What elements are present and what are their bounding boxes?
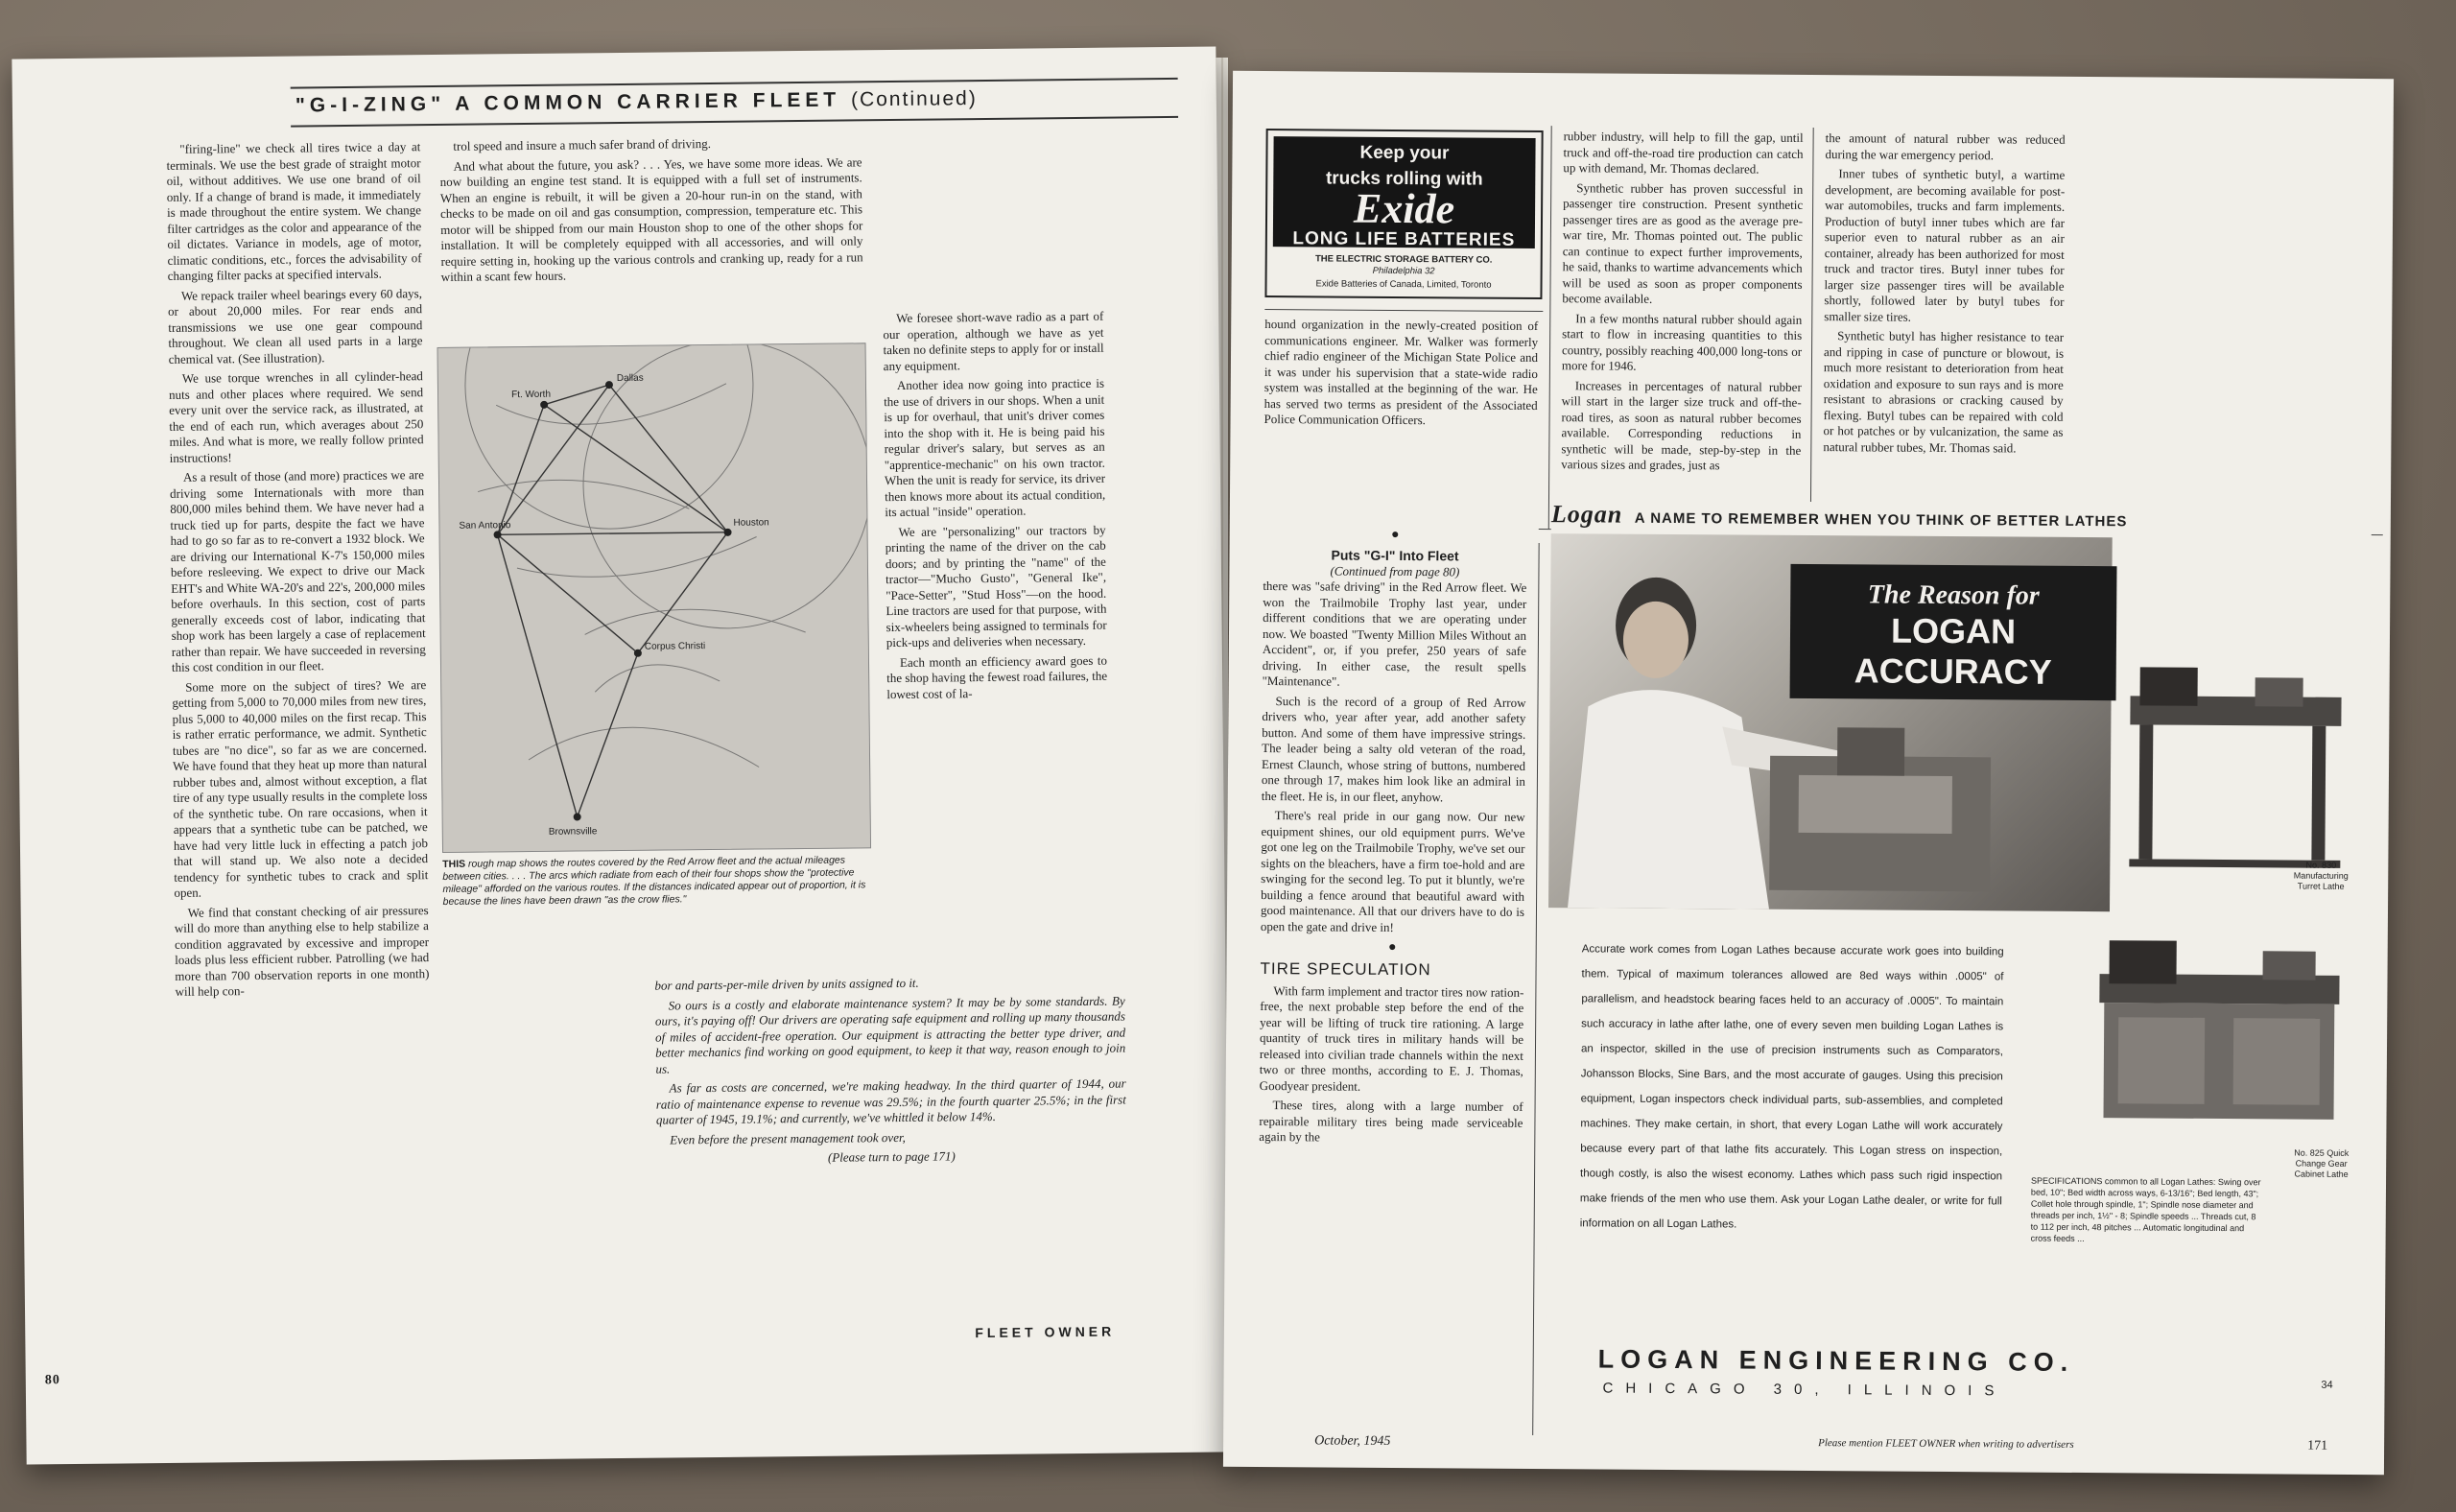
ad-code: 34 — [2321, 1379, 2333, 1391]
lathe-caption-830: No. 830 Manufacturing Turret Lathe — [2293, 860, 2349, 891]
paragraph: We are "personalizing" our tractors by printing the name of the driver on the cab doors; and by printing the "name" of the tractor—"Mucho Gusto", "General Ike", "Pace-Setter", "Stud Hoss"—on the hood. Line tractors are used for that purpose, with six-wheelers being assigned to terminals for pick-ups and deliveries when necessary. — [885, 522, 1107, 650]
paragraph: These tires, along with a large number of repairable military tires being made serviceable again by the — [1259, 1098, 1523, 1145]
map-caption-lead: THIS — [442, 858, 466, 870]
news-column-a-top — [1263, 317, 1538, 433]
logan-tagline: A NAME TO REMEMBER WHEN YOU THINK OF BETTER LATHES — [1634, 509, 2128, 531]
right-magazine-page — [1223, 71, 2394, 1475]
column-divider — [1810, 128, 1814, 531]
news-column-c — [1823, 130, 2065, 461]
logan-tagline-bar — [1551, 500, 2372, 534]
paragraph: So ours is a costly and elaborate maintenance system? It may be by some standards. By ours, it's paying off! Our drivers are operating safe equipment and rolling up many thousands of miles of accident-free operation. Our equipment is attracting the better type driver, and better mechanics find working on good equipment, to keep it that way, reason enough to join us. — [654, 993, 1126, 1076]
logan-lathes-advertisement — [1545, 500, 2372, 1431]
paragraph: Even before the present management took over, — [670, 1129, 906, 1146]
paragraph: With farm implement and tractor tires now ration-free, the next probable step before the end of the year will be lifting of truck tire rationing. A large quantity of truck tires in military hands will be released into civilian trade channels within the next two or three months, according to E. J. Thomas, Goodyear president. — [1259, 982, 1524, 1094]
paragraph: Such is the record of a group of Red Arrow drivers who, year after year, add another safety button. And some of them have impressive strings. The leader being a salty old veteran of the road, Ernest Claunch, whose string of buttons, numbered one through 17, makes him look like an admiral in the fleet. He is, in our fleet, anyhow. — [1261, 693, 1526, 804]
logan-headline-box — [1790, 564, 2117, 700]
exide-advertisement — [1264, 129, 1543, 299]
paragraph: there was "safe driving" in the Red Arrow fleet. We won the Trailmobile Trophy last year, under different conditions that we are operating under now. We boasted "Twenty Million Miles Without an Accident", or, if you prefer, 250 years of safe driving. In either case, the result spells "Maintenance". — [1262, 579, 1527, 689]
paragraph: As far as costs are concerned, we're making headway. In the third quarter of 1944, our ratio of maintenance expense to revenue was 29.5%; in the fourth quarter 25.5%; in the first quarter of 1945, 19.1%; and currently, we've whittled it below 14%. — [655, 1075, 1126, 1127]
map-label: San Antonio — [459, 520, 511, 532]
paragraph: hound organization in the newly-created position of communications engineer. Mr. Walker was formerly chief radio engineer of the Michigan State Police and it was under his supervision that a state-wide radio system was installed at the beginning of the war. He has served two terms as president of the Associated Police Communication Officers. — [1263, 317, 1539, 428]
logan-body-copy: Accurate work comes from Logan Lathes because accurate work goes into building them. Typical of maximum tolerances allowed are 8ed ways within .0005" of parallelism, and headstock bearing faces held to an accuracy of .0005". To maintain such accuracy in lathe after lathe, one of every seven men building Logan Lathes is an inspector, skilled in the use of precision instruments such as Comparators, Johansson Blocks, Sine Bars, and the most accurate of gauges. Using this precision equipment, Logan inspectors check individual parts, sub-assemblies, and completed machines. They make certain, in short, that every Logan Lathe will work accurately because every part of that lathe fits accurately. This Logan stress on inspection, though costly, is also the wisest economy. Lathes which pass such rigid inspection make friends of the men who use them. Ask your Logan Lathe dealer, or write for full information on all Logan Lathes. — [1579, 943, 2004, 1231]
map-caption-text: rough map shows the routes covered by the Red Arrow fleet and the actual mileages between cities. . . . The arcs which radiate from each of their four shops show the "protective mileage" afforded on the various routes. If the distances indicated appear out of proportion, it is because the lines have been drawn "as the crow flies." — [442, 854, 866, 908]
map-label: Corpus Christi — [644, 641, 706, 652]
headline-line-1: The Reason for — [1867, 579, 2040, 611]
logan-specifications: SPECIFICATIONS common to all Logan Lathes: Swing over bed, 10"; Bed width across ways, 6-13/16"; Bed length, 43"; Collet hole through spindle, 1"; Spindle nose diameter and threads per inch, 1½" - 8; Spindle speeds ... Threads cut, 8 to 112 per inch, 48 pitches ... Automatic longitudinal and cross feeds ... — [2030, 1175, 2261, 1244]
paragraph: "firing-line" we check all tires twice a day at terminals. We use the best grade of straight motor oil, without additives. We use one brand of oil only. If a change of brand is made, it immediately is made throughout the entire system. We change filter cartridges as the color and appearance of the oil dictates. Variance in models, age of motor, climatic conditions, etc., forces the advisability of changing filter packs at specified intervals. — [166, 139, 422, 283]
header-rule-top — [291, 78, 1178, 89]
paragraph: We find that constant checking of air pressures will do more than anything else to help stabilize a condition aggravated by excessive and improper loads plus less efficient rubber. Patrolling (we had more than 700 observation reports in one month) will help con- — [174, 902, 430, 999]
header-rule-bottom — [291, 116, 1178, 128]
logan-company-city: CHICAGO 30, ILLINOIS — [1602, 1380, 2007, 1400]
paragraph: In a few months natural rubber should again start to flow in increasing quantities to this country, possibly reaching 400,000 long-tons or more for 1946. — [1561, 310, 1803, 373]
section-title-tire-speculation: TIRE SPECULATION — [1260, 959, 1431, 980]
exide-logo: Exide — [1353, 184, 1455, 233]
running-head-title: "G-I-ZING" A COMMON CARRIER FLEET — [295, 88, 841, 117]
news-column-b — [1561, 129, 1804, 478]
route-map-figure — [437, 343, 871, 853]
exide-canada: Exide Batteries of Canada, Limited, Toronto — [1315, 278, 1492, 291]
paragraph: Each month an efficiency award goes to the shop having the fewest road failures, the lowest cost of la- — [886, 652, 1108, 701]
column-divider — [1548, 126, 1552, 529]
page-number-right: 171 — [2307, 1438, 2328, 1453]
paragraph: rubber industry, will help to fill the gap, until truck and off-the-road tire production can catch up with demand, Mr. Thomas declared. — [1563, 129, 1804, 177]
map-label: Brownsville — [548, 826, 598, 838]
paragraph: We use torque wrenches in all cylinder-head nuts and other places where required. We send every unit over the service rack, as illustrated, at the end of each run, which averages about 250 miles. And what is more, we really follow printed instructions! — [168, 368, 424, 465]
paragraph: the amount of natural rubber was reduced during the war emergency period. — [1825, 130, 2066, 162]
map-label: Houston — [733, 517, 769, 529]
column-divider — [1532, 543, 1539, 1435]
exide-banner — [1273, 136, 1536, 248]
paragraph: We foresee short-wave radio as a part of our operation, although we have as yet taken no definite steps to apply for or install any equipment. — [883, 308, 1104, 373]
news-column-a-lower — [1259, 522, 1527, 1150]
paragraph: Another idea now going into practice is the use of drivers in our shops. When a unit is up for overhaul, that unit's driver comes into the shop with it. He is being paid his regular driver's salary, but serves as an "apprentice-mechanic" on his own tractor. When the unit is ready for service, its driver then knows more about its actual condition, its actual "inside" operation. — [884, 375, 1106, 520]
paragraph: bor and parts-per-mile driven by units assigned to it. — [654, 975, 919, 993]
article-column-2 — [439, 134, 863, 289]
column-rule — [1264, 309, 1543, 312]
continued-article-title: Puts "G-I" Into Fleet — [1331, 547, 1459, 564]
headline-line-2: LOGAN — [1890, 610, 2017, 651]
lathe-caption-825: No. 825 Quick Change Gear Cabinet Lathe — [2294, 1147, 2350, 1179]
paragraph: Inner tubes of synthetic butyl, a wartime development, are becoming available for post-war automobiles, trucks and farm implements. Production of butyl inner tubes which are far superior even to natural rubber as an air container, already has been authorized for most truck and tractor tires. Butyl inner tubes for larger size passenger tires will be available shortly, followed later by butyl tubes for smaller size tires. — [1824, 166, 2066, 324]
exide-line-3: LONG LIFE BATTERIES — [1292, 228, 1516, 250]
issue-date: October, 1945 — [1314, 1433, 1391, 1449]
exide-city: Philadelphia 32 — [1372, 265, 1435, 277]
running-head — [295, 87, 978, 117]
exide-line-2: trucks rolling with — [1325, 168, 1483, 190]
headline-line-3: ACCURACY — [1854, 650, 2052, 692]
map-label: Dallas — [616, 372, 644, 385]
paragraph: As a result of those (and more) practices we are driving some Internationals with more than 800,000 miles behind them. We have never had a truck tied up for parts, despite the fact we have had to go so far as to re-convert a 1932 block. We are driving our International K-7's 150,000 miles before resleeving. We expect to drive our Mack EHT's and White WA-20's and 22's, 200,000 miles before overhauls. In this section, cost of parts generally exceeds cost of labor, indicating that shop work has been largely a case of replacement rather than repair. We have succeeded in reversing this cost condition in our fleet. — [170, 467, 426, 674]
article-column-3 — [883, 309, 1107, 706]
running-head-continued: (Continued) — [850, 87, 978, 111]
paragraph: We repack trailer wheel bearings every 60 days, or about 20,000 miles. For rear ends and transmissions we use one gear compound throughout. We clean all used parts in a large chemical vat. (See illustration). — [168, 285, 423, 366]
paragraph: Some more on the subject of tires? We are getting from 5,000 to 70,000 miles from new tires, plus 5,000 to 40,000 miles on the first recap. This is rather erratic performance, we admit. Synthetic tubes are "no dice", so far as we are concerned. We have found that they heat up more than natural rubber tubes and, almost without exception, a flat tire of any type usually results in the complete loss of the synthetic tube. On rare occasions, when it appears that a synthetic tube can be patched, we have had very little luck in effecting a patch job that will stand up. We also note a decided tendency for synthetic tubes to crack and split open. — [172, 676, 429, 900]
section-bullet: ● — [1387, 939, 1397, 956]
logan-logo: Logan — [1550, 500, 1623, 529]
paragraph: Synthetic rubber has proven successful in passenger tire construction. Present synthetic passenger tires are as good as the average pre-war tire, Mr. Thomas pointed out. The public can continue to expect further improvements, he said, thanks to wartime advancements which will be used as soon as proper components become available. — [1562, 179, 1804, 306]
exide-company: THE ELECTRIC STORAGE BATTERY CO. — [1314, 253, 1493, 266]
continued-from-note: (Continued from page 80) — [1330, 563, 1460, 579]
article-column-1 — [166, 139, 429, 1004]
left-magazine-page — [12, 46, 1230, 1464]
continued-note: (Please turn to page 171) — [827, 1148, 956, 1165]
advertiser-note: Please mention FLEET OWNER when writing to advertisers — [1818, 1437, 2074, 1451]
paragraph: Synthetic butyl has higher resistance to tear and ripping in case of puncture or blowout, is much more resistant to deterioration from heat oxidation and exposure to sun rays and is more resistant to abrasions or cracking caused by flexing. Butyl tubes can be repaired with cold or hot patches or by vulcanization, the same as natural rubber tubes, Mr. Thomas said. — [1823, 328, 2065, 456]
paragraph: And what about the future, you ask? . . . Yes, we have some more ideas. We are now building an engine test stand. It is equipped with a full set of instruments. When an engine is rebuilt, it will be given a 20-hour run-in on the stand, with checks to be made on oil and gas consumption, compression, temperature etc. This motor will be shipped from our main Houston shop to one of the other shops for installation. It will be completely equipped with all accessories, and will only require setting in, hooking up the various controls and cranking up, ready for a run within a scant few hours. — [439, 154, 863, 284]
paragraph: trol speed and insure a much safer brand of driving. — [453, 135, 711, 154]
section-bullet: ● — [1390, 527, 1400, 543]
page-number-left: 80 — [44, 1373, 60, 1388]
article-column-bottom — [654, 974, 1126, 1172]
map-label: Ft. Worth — [511, 389, 552, 401]
logan-company-name: LOGAN ENGINEERING CO. — [1597, 1344, 2075, 1377]
paragraph: There's real pride in our gang now. Our new equipment shines, our old equipment purrs. We've got one leg on the Trailmobile Trophy, we've set our sights on the bleachers, have a firm toe-hold and are swinging for the second leg. To put it bluntly, we're building a fence around that beautiful award with good maintenance. All that our drivers have to do is open the gate and drive in! — [1260, 808, 1525, 934]
gear-cabinet-lathe-image — [2079, 926, 2359, 1158]
route-map-drawing — [438, 343, 870, 852]
magazine-footer: FLEET OWNER — [975, 1323, 1116, 1341]
exide-line-1: Keep your — [1359, 142, 1450, 164]
paragraph: Increases in percentages of natural rubber will start in the larger size truck and off-the-road tires, as soon as natural rubber becomes available. Corresponding reductions in synthetic will be made, step-by-step in the various sizes and grades, just as — [1561, 377, 1802, 473]
map-caption — [442, 854, 870, 909]
